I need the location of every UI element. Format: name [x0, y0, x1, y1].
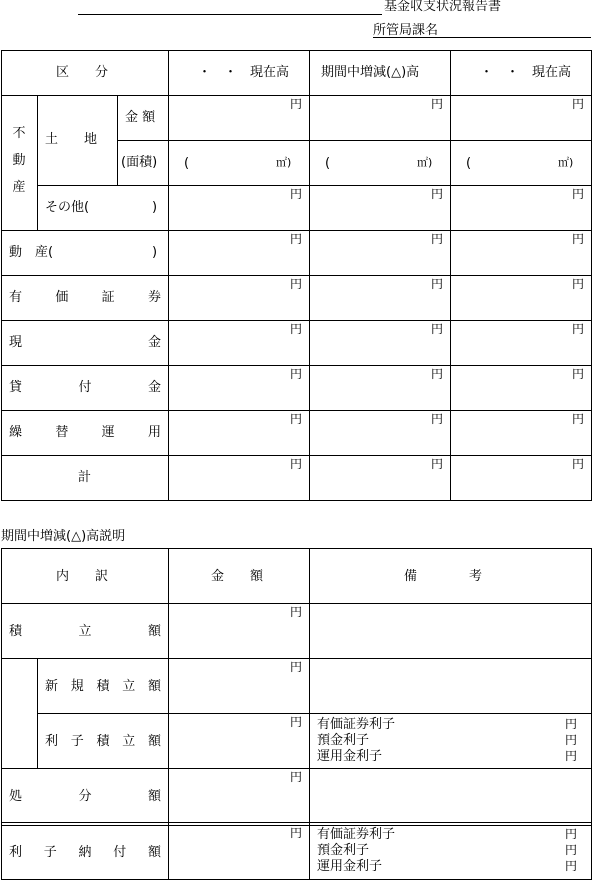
yen-mark: 円 — [290, 660, 303, 674]
char: 額 — [147, 679, 161, 694]
row-line — [1, 603, 592, 604]
row-line — [117, 140, 592, 141]
movable-label: 動 産( — [9, 245, 54, 260]
char: 有 — [9, 290, 23, 305]
row-line — [1, 768, 592, 769]
yen-mark: 円 — [572, 457, 585, 471]
loans-label — [9, 381, 161, 394]
row-line — [1, 410, 592, 411]
note-operation-interest: 運用金利子 — [317, 859, 383, 874]
yen-mark: 円 — [565, 843, 578, 857]
col-line — [37, 658, 38, 768]
note-operation-interest: 運用金利子 — [317, 749, 383, 764]
yen-mark: 円 — [431, 277, 444, 291]
area-unit: ㎡) — [276, 156, 292, 169]
col-line — [117, 95, 118, 185]
yen-mark: 円 — [431, 232, 444, 246]
col-header-category: 区 分 — [56, 65, 109, 80]
yen-mark: 円 — [290, 322, 303, 336]
movable-close: ) — [152, 245, 158, 260]
yen-mark: 円 — [290, 232, 303, 246]
row-line — [1, 658, 592, 659]
char: 積 — [96, 679, 110, 694]
char: 利 — [9, 845, 23, 860]
char: 金 — [147, 380, 161, 395]
yen-mark: 円 — [565, 749, 578, 763]
char: 処 — [9, 789, 23, 804]
yen-mark: 円 — [290, 715, 303, 729]
note-deposit-interest: 預金利子 — [317, 733, 370, 748]
char: 納 — [78, 845, 92, 860]
total-label: 計 — [78, 470, 92, 485]
row-line — [1, 275, 592, 276]
char: 新 — [45, 679, 59, 694]
col-line — [168, 50, 169, 501]
char: 額 — [147, 624, 161, 639]
note-securities-interest: 有価証券利子 — [317, 717, 396, 732]
other-label: その他( — [45, 200, 90, 215]
yen-mark: 円 — [565, 733, 578, 747]
yen-mark: 円 — [290, 277, 303, 291]
dept-field-line[interactable] — [373, 37, 591, 38]
amount-label: 金 額 — [125, 110, 156, 125]
cash-label — [9, 336, 161, 349]
row-line — [1, 95, 592, 96]
char: 付 — [78, 380, 92, 395]
yen-mark: 円 — [565, 717, 578, 731]
yen-mark: 円 — [290, 187, 303, 201]
report-title: 基金収支状況報告書 — [384, 0, 502, 14]
yen-mark: 円 — [572, 412, 585, 426]
char: 価 — [55, 290, 69, 305]
yen-mark: 円 — [572, 277, 585, 291]
yen-mark: 円 — [290, 457, 303, 471]
other-close: ) — [152, 200, 158, 215]
col-line — [309, 50, 310, 501]
char: 額 — [147, 845, 161, 860]
yen-mark: 円 — [572, 322, 585, 336]
char: 積 — [96, 734, 110, 749]
char: 利 — [45, 734, 59, 749]
col-line — [37, 95, 38, 230]
yen-mark: 円 — [431, 457, 444, 471]
char: 額 — [147, 734, 161, 749]
char: 用 — [147, 425, 161, 440]
area-label: (面積) — [121, 155, 158, 170]
col-header-change: 期間中増減(△)高 — [321, 65, 420, 80]
yen-mark: 円 — [572, 97, 585, 111]
yen-mark: 円 — [290, 412, 303, 426]
area-open: ( — [184, 156, 190, 171]
char: 立 — [122, 734, 136, 749]
row-line — [1, 455, 592, 456]
row-line — [1, 822, 592, 823]
col-line — [450, 50, 451, 501]
char: 替 — [55, 425, 69, 440]
row-line — [1, 320, 592, 321]
char: 現 — [9, 335, 23, 350]
yen-mark: 円 — [565, 827, 578, 841]
char: 子 — [70, 734, 84, 749]
col-header-remarks: 備 考 — [404, 569, 483, 584]
title-underline — [78, 14, 382, 15]
char: 子 — [43, 845, 57, 860]
section2-title: 期間中増減(△)高説明 — [1, 529, 126, 544]
col-line — [309, 548, 310, 880]
row-line — [37, 713, 592, 714]
new-reserve-label — [45, 680, 161, 693]
char: 運 — [101, 425, 115, 440]
col-header-amount: 金 額 — [211, 569, 264, 584]
yen-mark: 円 — [572, 367, 585, 381]
reserve-label — [9, 625, 161, 638]
area-unit: ㎡) — [417, 156, 433, 169]
col-line — [168, 548, 169, 880]
securities-label — [9, 291, 161, 304]
note-deposit-interest: 預金利子 — [317, 843, 370, 858]
interest-payment-label — [9, 846, 161, 859]
row-line — [37, 185, 592, 186]
yen-mark: 円 — [565, 859, 578, 873]
char: 繰 — [9, 425, 23, 440]
yen-mark: 円 — [431, 97, 444, 111]
char: 立 — [122, 679, 136, 694]
yen-mark: 円 — [431, 187, 444, 201]
char: 付 — [113, 845, 127, 860]
yen-mark: 円 — [290, 367, 303, 381]
char: 金 — [147, 335, 161, 350]
char: 立 — [78, 624, 92, 639]
yen-mark: 円 — [290, 826, 303, 840]
land-label: 土 地 — [45, 132, 98, 147]
real-estate-label: 不動産 — [12, 126, 26, 195]
yen-mark: 円 — [431, 367, 444, 381]
char: 積 — [9, 624, 23, 639]
dept-label: 所管局課名 — [373, 23, 439, 38]
area-unit: ㎡) — [558, 156, 574, 169]
row-line — [1, 230, 592, 231]
char: 証 — [101, 290, 115, 305]
char: 貸 — [9, 380, 23, 395]
deferred-label — [9, 426, 161, 439]
col-header-breakdown: 内 訳 — [56, 569, 109, 584]
yen-mark: 円 — [290, 770, 303, 784]
col-header-current-start: ・ ・ 現在高 — [198, 65, 290, 80]
interest-reserve-label — [45, 735, 161, 748]
char: 券 — [147, 290, 161, 305]
char: 分 — [78, 789, 92, 804]
yen-mark: 円 — [290, 605, 303, 619]
yen-mark: 円 — [572, 187, 585, 201]
row-line — [1, 365, 592, 366]
yen-mark: 円 — [572, 232, 585, 246]
area-open: ( — [466, 156, 472, 171]
note-securities-interest: 有価証券利子 — [317, 827, 396, 842]
char: 規 — [70, 679, 84, 694]
disposal-label — [9, 790, 161, 803]
yen-mark: 円 — [431, 322, 444, 336]
col-header-current-end: ・ ・ 現在高 — [480, 65, 572, 80]
char: 額 — [147, 789, 161, 804]
yen-mark: 円 — [431, 412, 444, 426]
yen-mark: 円 — [290, 97, 303, 111]
area-open: ( — [325, 156, 331, 171]
